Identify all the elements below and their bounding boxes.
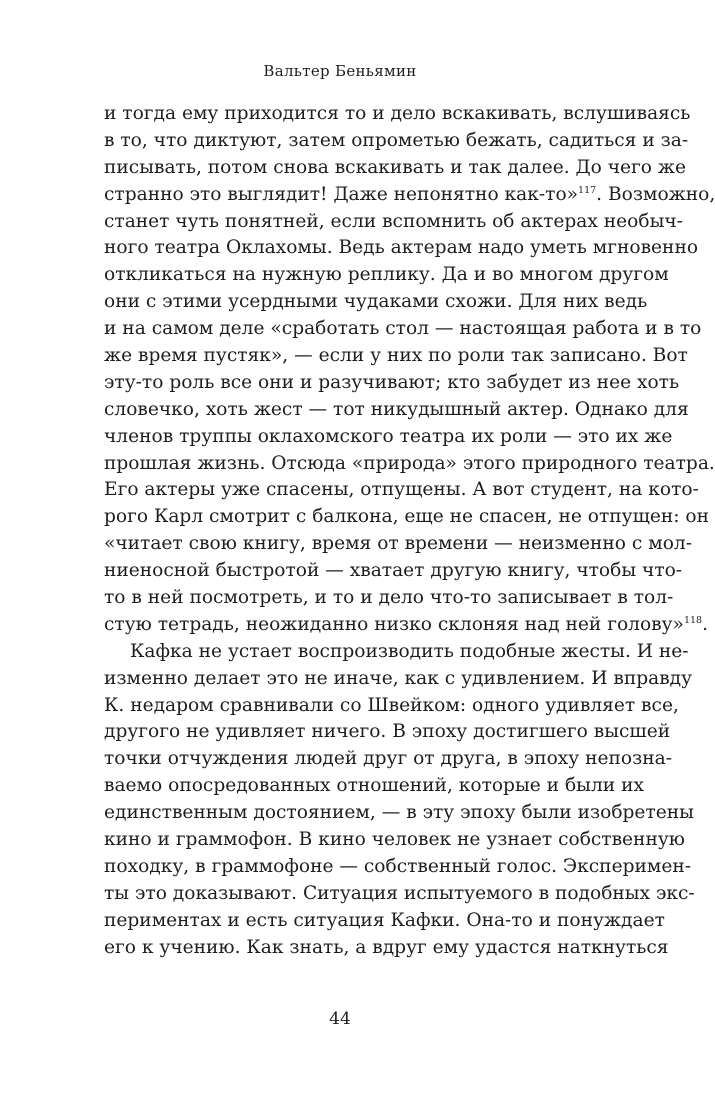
text-line: же время пустяк», — если у них по роли так записано. Вот — [104, 345, 688, 367]
body-text — [104, 101, 715, 962]
running-head-author: Вальтер Беньямин — [263, 62, 417, 80]
text-line: кино и граммофон. В кино человек не узнает собственную — [104, 829, 685, 851]
footnote-ref-117: 117 — [578, 184, 597, 196]
text-line: «читает свою книгу, время от времени — неизменно с мол- — [104, 533, 692, 555]
text-line: эту-то роль все они и разучивают; кто забудет из нее хоть — [104, 371, 680, 393]
text-line: изменно делает это не иначе, как с удивлением. И вправду — [104, 667, 693, 689]
paragraph-1 — [104, 101, 715, 639]
text-line: словечко, хоть жест — тот никудышный актер. Однако для — [104, 398, 689, 420]
text-line: Его актеры уже спасены, отпущены. А вот студент, на кото- — [104, 479, 699, 501]
text-line: и на самом деле «сработать стол — настоящая работа и в то — [104, 318, 702, 340]
text-line-with-footnote — [104, 182, 715, 209]
line-text: странно это выглядит! Даже непонятно как-то» — [104, 183, 579, 205]
text-line: ты это доказывают. Ситуация испытуемого в подобных экс- — [104, 882, 695, 904]
text-line: походку, в граммофоне — собственный голос. Эксперимен- — [104, 855, 692, 877]
text-line: К. недаром сравнивали со Швейком: одного удивляет все, — [104, 694, 679, 716]
text-line: членов труппы оклахомского театра их роли — это их же — [104, 425, 673, 447]
text-line: его к учению. Как знать, а вдруг ему удастся наткнуться — [104, 936, 669, 958]
text-line: ного театра Оклахомы. Ведь актерам надо уметь мгновенно — [104, 237, 699, 259]
page-number: 44 — [329, 1009, 351, 1029]
text-line: периментах и есть ситуация Кафки. Она-то и понуждает — [104, 909, 665, 931]
line-text: . Возможно, — [596, 183, 715, 205]
text-line: и тогда ему приходится то и дело вскакивать, вслушиваясь — [104, 103, 691, 124]
paragraph-2 — [104, 639, 695, 962]
text-line: рого Карл смотрит с балкона, еще не спасен, не отпущен: он — [104, 506, 710, 528]
text-line: единственным достоянием, — в эту эпоху были изобретены — [104, 802, 694, 824]
text-line: откликаться на нужную реплику. Да и во многом другом — [104, 264, 669, 286]
line-text: стую тетрадь, неожиданно низко склоняя над ней голову» — [104, 613, 684, 635]
text-line: они с этими усердными чудаками схожи. Для них ведь — [104, 291, 648, 313]
text-line: ниеносной быстротой — хватает другую книгу, чтобы что- — [104, 560, 683, 582]
text-line: прошлая жизнь. Отсюда «природа» этого природного театра. — [104, 452, 715, 474]
text-line: точки отчуждения людей друг от друга, в эпоху непозна- — [104, 748, 673, 770]
text-line: Кафка не устает воспроизводить подобные жесты. И не- — [130, 640, 689, 662]
text-line: другого не удивляет ничего. В эпоху достигшего высшей — [104, 721, 671, 743]
text-line: в то, что диктуют, затем опрометью бежать, садиться и за- — [104, 129, 689, 151]
footnote-ref-118: 118 — [683, 614, 703, 626]
text-line: ваемо опосредованных отношений, которые и были их — [104, 775, 644, 797]
line-text: . — [702, 613, 708, 635]
text-line-with-footnote — [104, 612, 708, 639]
text-line: писывать, потом снова вскакивать и так далее. До чего же — [104, 156, 687, 178]
text-line: станет чуть понятней, если вспомнить об актерах необыч- — [104, 210, 683, 232]
text-line: то в ней посмотреть, и то и дело что-то записывает в тол- — [104, 587, 674, 609]
